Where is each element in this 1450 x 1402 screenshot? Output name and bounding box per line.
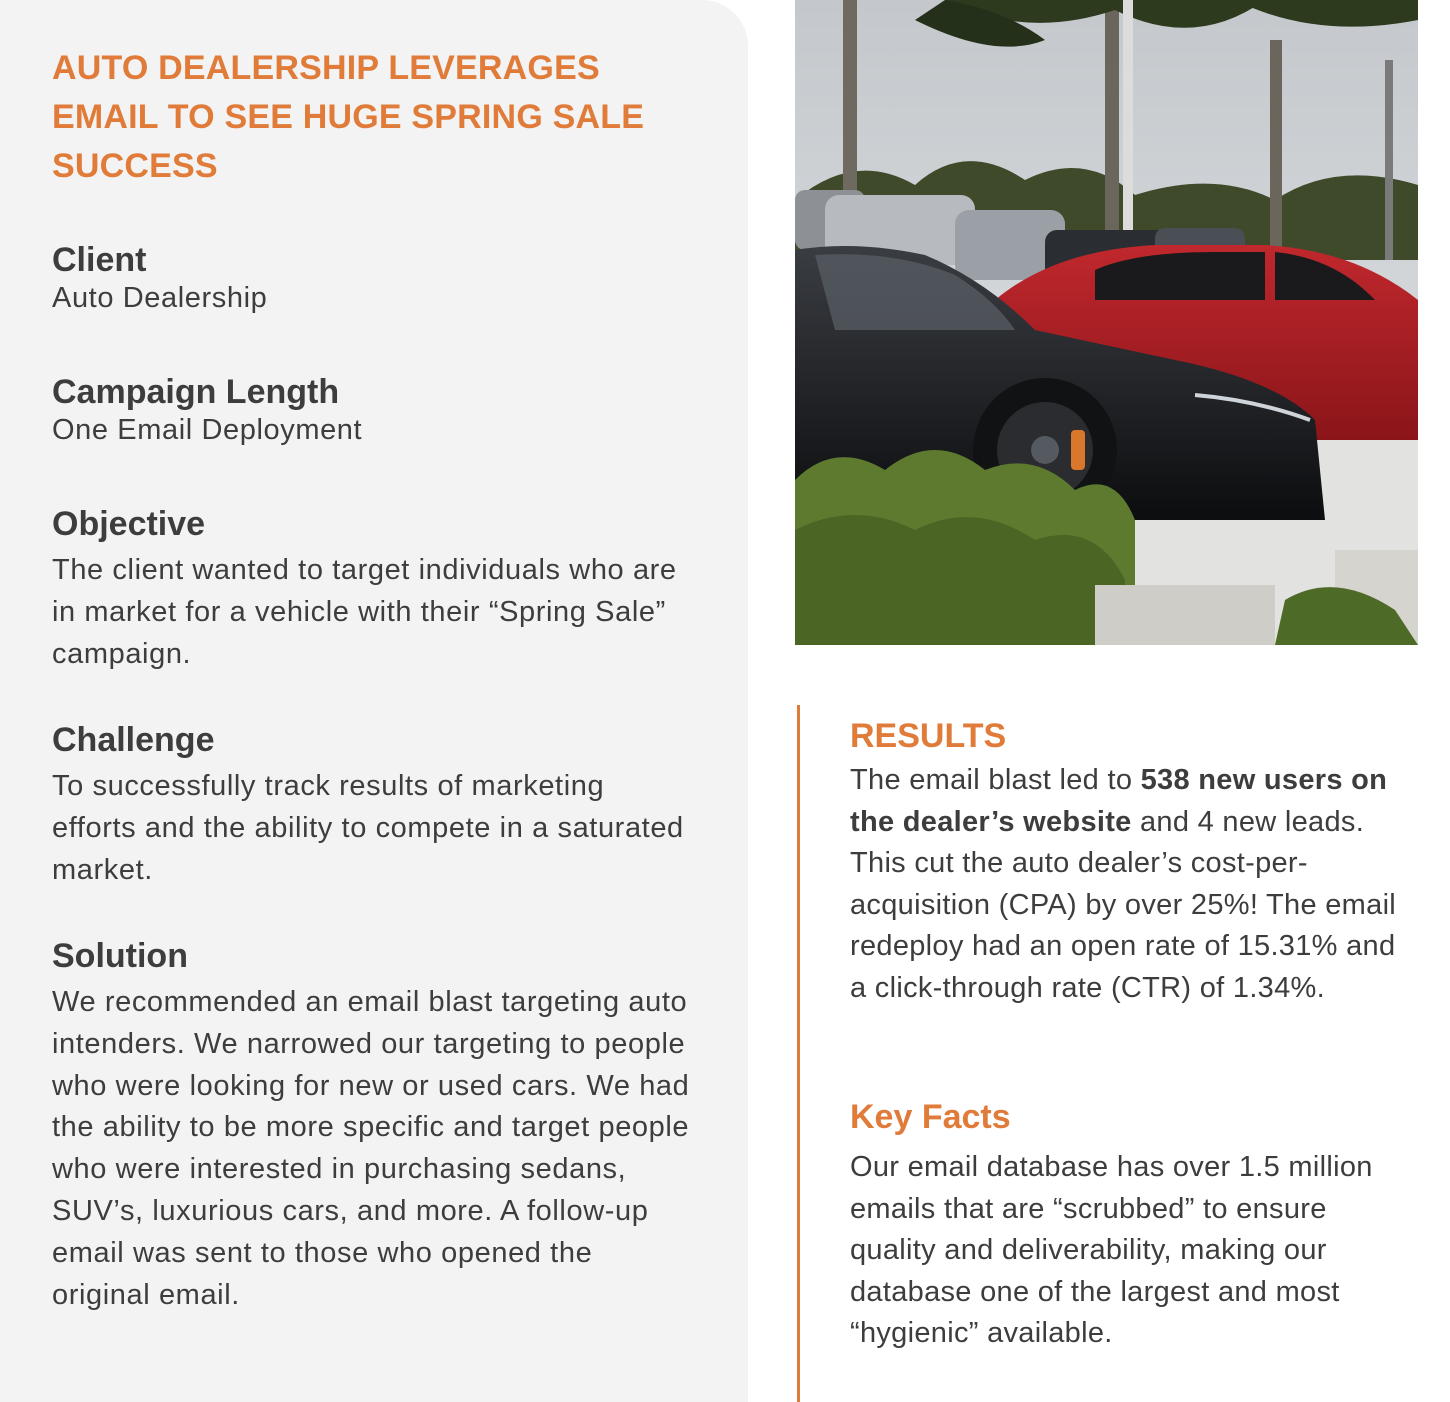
results-text-before: The email blast led to — [850, 764, 1141, 796]
solution-text: We recommended an email blast targeting auto intenders. We narrowed our targeting to people who were looking for new or used cars. We had the ability to be more specific and target people who were interested in purchasing sedans, SUV’s, luxurious cars, and more. A follow-up email was sent to those who opened the original email. — [52, 986, 690, 1311]
objective-text: The client wanted to target individuals who are in market for a vehicle with their “Spring Sale” campaign. — [52, 554, 677, 670]
client-heading: Client — [52, 241, 147, 279]
client-section — [52, 240, 692, 316]
challenge-heading: Challenge — [52, 721, 215, 759]
solution-heading: Solution — [52, 937, 188, 975]
car-dealership-photo — [795, 0, 1418, 645]
objective-heading: Objective — [52, 505, 206, 543]
results-divider — [797, 705, 800, 1402]
challenge-text: To successfully track results of marketing efforts and the ability to compete in a saturated market. — [52, 770, 684, 886]
campaign-length-section — [52, 372, 692, 448]
key-facts-section — [850, 1097, 1410, 1355]
results-highlight: 538 new users on the dealer’s website — [850, 764, 1388, 838]
objective-section — [52, 504, 692, 675]
campaign-length-heading: Campaign Length — [52, 373, 340, 411]
challenge-section — [52, 720, 692, 891]
results-heading: RESULTS — [850, 717, 1007, 755]
solution-section — [52, 936, 692, 1316]
document-title: AUTO DEALERSHIP LEVERAGES EMAIL TO SEE HUGE SPRING SALE SUCCESS — [52, 49, 645, 185]
results-text — [850, 760, 1410, 1010]
results-section — [850, 716, 1410, 1010]
campaign-length-text: One Email Deployment — [52, 414, 363, 446]
results-text-after: and 4 new leads. This cut the auto dealer’s cost-per-acquisition (CPA) by over 25%! The email redeploy had an open rate of 15.31% and a click-through rate (CTR) of 1.34%. — [850, 805, 1397, 1004]
key-facts-heading: Key Facts — [850, 1098, 1011, 1136]
key-facts-text: Our email database has over 1.5 million emails that are “scrubbed” to ensure quality and deliverability, making our database one of the largest and most “hygienic” available. — [850, 1151, 1373, 1350]
client-text: Auto Dealership — [52, 282, 268, 314]
